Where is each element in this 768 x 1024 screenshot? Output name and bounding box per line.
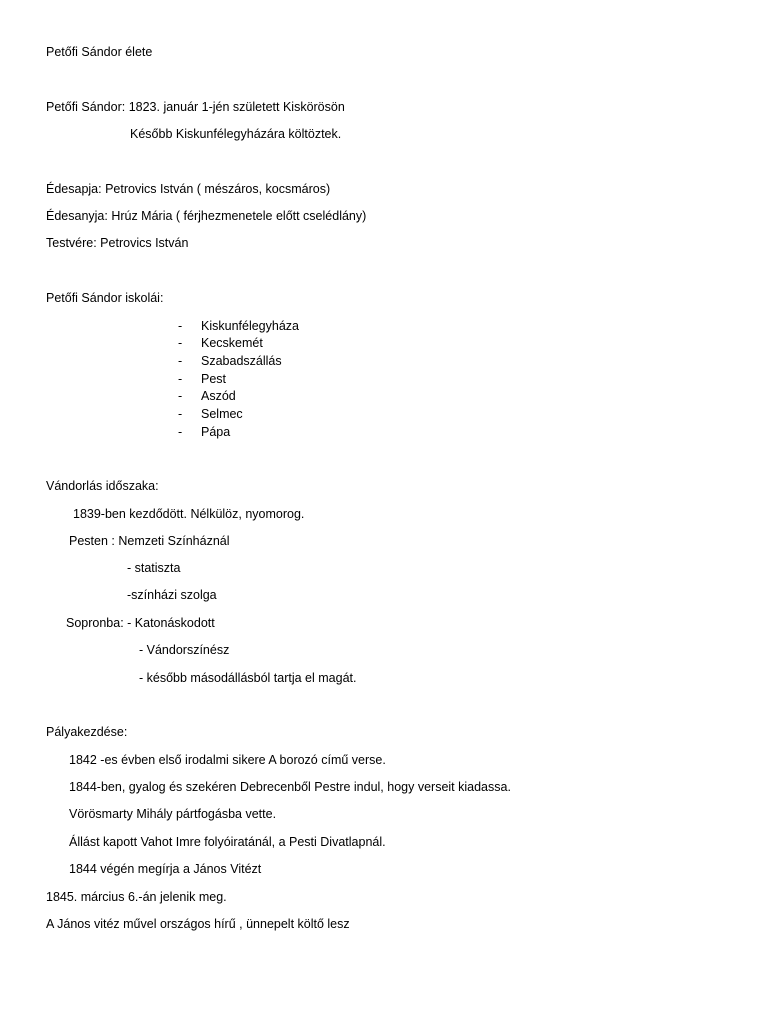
career-line: Állást kapott Vahot Imre folyóiratánál, a Pesti Divatlapnál. [69, 835, 386, 849]
list-bullet: - [178, 336, 183, 350]
sibling-line: Testvére: Petrovics István [46, 236, 189, 250]
move-line: Később Kiskunfélegyházára költöztek. [130, 127, 342, 141]
list-bullet: - [178, 389, 183, 403]
pest-role-statiszta: - statiszta [127, 561, 181, 575]
list-bullet: - [178, 372, 183, 386]
pest-role-szolga: -színházi szolga [127, 588, 217, 602]
career-heading: Pályakezdése: [46, 725, 128, 739]
school-name: Kecskemét [201, 336, 263, 350]
sopron-role-actor: - Vándorszínész [139, 643, 230, 657]
birth-line: Petőfi Sándor: 1823. január 1-jén született Kiskörösön [46, 100, 345, 114]
sopron-role-sidejob: - később másodállásból tartja el magát. [139, 671, 357, 685]
page-title: Petőfi Sándor élete [46, 45, 153, 59]
wandering-heading: Vándorlás időszaka: [46, 479, 159, 493]
sopron-line: Sopronba: - Katonáskodott [66, 616, 215, 630]
mother-line: Édesanyja: Hrúz Mária ( férjhezmenetele előtt cselédlány) [46, 209, 367, 223]
school-name: Pest [201, 372, 227, 386]
school-name: Kiskunfélegyháza [201, 319, 299, 333]
schools-heading: Petőfi Sándor iskolái: [46, 291, 164, 305]
career-line: 1844-ben, gyalog és szekéren Debrecenből Pestre indul, hogy verseit kiadassa. [69, 780, 511, 794]
list-bullet: - [178, 354, 183, 368]
career-line: 1842 -es évben első irodalmi sikere A borozó című verse. [69, 753, 386, 767]
fame-line: A János vitéz művel országos hírű , ünnepelt költő lesz [46, 917, 350, 931]
career-line: Vörösmarty Mihály pártfogásba vette. [69, 807, 277, 821]
published-line: 1845. március 6.-án jelenik meg. [46, 890, 227, 904]
father-line: Édesapja: Petrovics István ( mészáros, kocsmáros) [46, 182, 331, 196]
school-name: Aszód [201, 389, 236, 403]
school-name: Szabadszállás [201, 354, 282, 368]
wandering-start-line: 1839-ben kezdődött. Nélkülöz, nyomorog. [73, 507, 305, 521]
list-bullet: - [178, 425, 183, 439]
career-line: 1844 végén megírja a János Vitézt [69, 862, 262, 876]
school-name: Pápa [201, 425, 231, 439]
pest-line: Pesten : Nemzeti Színháznál [69, 534, 230, 548]
list-bullet: - [178, 319, 183, 333]
list-bullet: - [178, 407, 183, 421]
school-name: Selmec [201, 407, 243, 421]
